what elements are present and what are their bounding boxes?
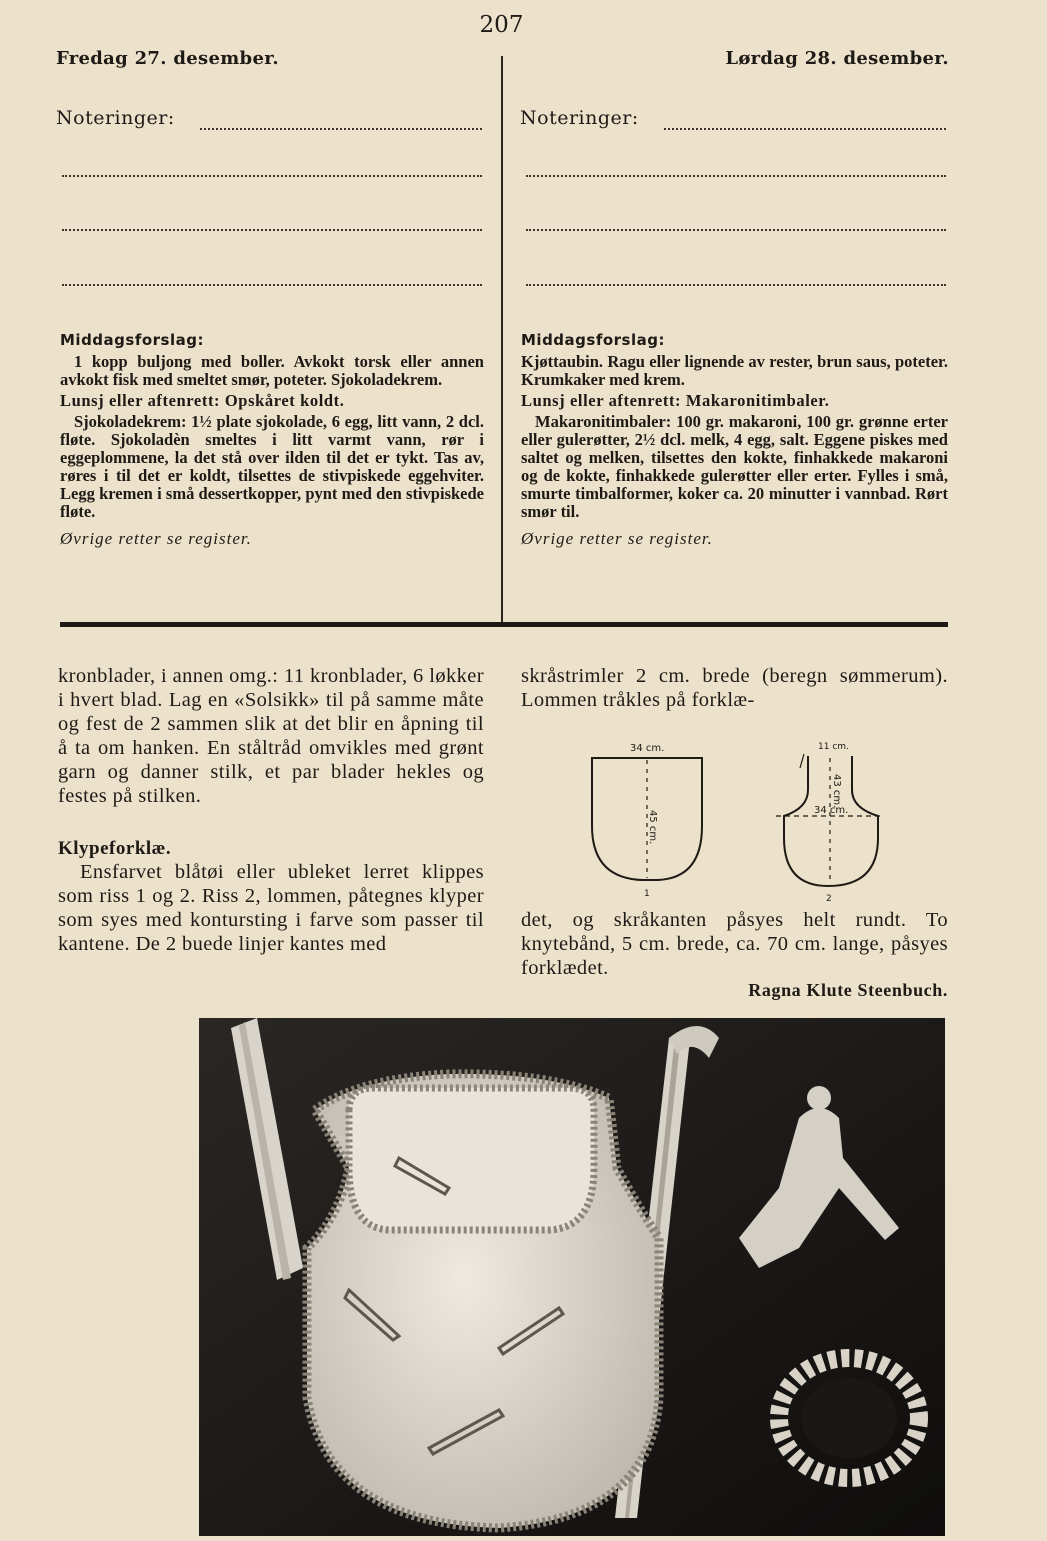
right-recipe-text: 100 gr. makaroni, 100 gr. grønne erter eller gulerøtter, 2½ dcl. melk, 4 egg, salt. Eggene piskes med saltet og melken, tilsettes den kokte, finhakkede makaroni og de kokte, finhakkede gulerøtter eller erter. Fylles i små, smurte timbalformer, koker ca. 20 minutter i vannbad. Rørt smør til. (521, 412, 948, 521)
right-recipe-name: Makaronitimbaler: (535, 412, 672, 431)
left-ovrige: Øvrige retter se register. (60, 529, 252, 548)
right-notes-line (526, 175, 946, 177)
right-notes-line (526, 229, 946, 231)
pattern-1-pocket (592, 758, 702, 880)
page-number: 207 (479, 12, 524, 38)
apron-photo-illustration (199, 1018, 945, 1536)
left-notes-line (200, 128, 482, 130)
fig1-number: 1 (644, 889, 650, 899)
article-left-column (58, 664, 484, 956)
right-middags-label: Middagsforslag: (521, 331, 665, 349)
fig1-width-label: 34 cm. (630, 743, 665, 754)
right-dinner-section (521, 331, 948, 549)
article-right-top-text: skråstrimler 2 cm. brede (beregn sømmerum). Lommen tråkles på forklæ- (521, 665, 948, 711)
article-heading: Klypeforklæ. (58, 838, 172, 859)
right-day-heading: Lørdag 28. desember. (725, 48, 949, 69)
article-intro-text: kronblader, i annen omg.: 11 kronblader, 6 løkker i hvert blad. Lag en «Solsikk» til på samme måte og fest de 2 sammen slik at det blir en åpning til å ta om hanken. En ståltråd omvikles med grønt garn og danner stilk, et par blader hekles og festes på stilken. (58, 665, 484, 807)
fig1-height-label: 45 cm. (647, 810, 658, 845)
left-notes-line (62, 229, 482, 231)
pattern-diagram (588, 738, 888, 906)
left-notes-line (62, 175, 482, 177)
left-recipe (60, 413, 484, 521)
right-notes-label: Noteringer: (520, 107, 639, 129)
left-lunsj: Lunsj eller aftenrett: Opskåret koldt. (60, 391, 345, 410)
right-notes-line (526, 284, 946, 286)
fig2-width-label: 34 cm. (814, 805, 849, 816)
left-recipe-text: 1½ plate sjokolade, 6 egg, litt vann, 2 dcl. fløte. Sjokoladèn smeltes i litt varmt vann, rør i eggeplommene, la det stå over ilden til det er tykt. Tas av, røres i til det er koldt, tilsettes de stivpiskede eggehviter. Legg kremen i små dessertkopper, pynt med den stivpiskede fløte. (60, 412, 484, 521)
left-middags-text: 1 kopp buljong med boller. Avkokt torsk eller annen avkokt fisk med smeltet smør, poteter. Sjokoladekrem. (60, 352, 484, 389)
article-body-text: Ensfarvet blåtøi eller ubleket lerret klippes som riss 1 og 2. Riss 2, lommen, påtegnes klyper som syes med kontursting i farve som passer til kantene. De 2 buede linjer kantes med (58, 861, 484, 955)
section-rule (60, 622, 948, 627)
right-recipe (521, 413, 948, 521)
article-right-column-top (521, 664, 948, 712)
right-middags-text: Kjøttaubin. Ragu eller lignende av rester, brun saus, poteter. Krumkaker med krem. (521, 352, 948, 389)
left-recipe-name: Sjokoladekrem: (74, 412, 187, 431)
fig2-top-label: 11 cm. (818, 742, 849, 752)
author-signature: Ragna Klute Steenbuch. (748, 980, 948, 1000)
left-notes-label: Noteringer: (56, 107, 175, 129)
right-notes-line (664, 128, 946, 130)
left-day-heading: Fredag 27. desember. (56, 48, 279, 69)
article-right-bottom-text: det, og skråkanten påsyes helt rundt. To knytebånd, 5 cm. brede, ca. 70 cm. lange, påsyes forklædet. (521, 909, 948, 979)
left-notes-line (62, 284, 482, 286)
column-divider (501, 56, 503, 622)
right-ovrige: Øvrige retter se register. (521, 529, 713, 548)
fig2-number: 2 (826, 894, 832, 904)
article-right-column-bottom (521, 908, 948, 1001)
apron-photo (199, 1018, 945, 1536)
pattern-2-apron (776, 754, 880, 886)
left-dinner-section (60, 331, 484, 549)
fig2-height-label: 43 cm. (831, 774, 842, 809)
right-lunsj: Lunsj eller aftenrett: Makaronitimbaler. (521, 391, 830, 410)
left-middags-label: Middagsforslag: (60, 331, 204, 349)
